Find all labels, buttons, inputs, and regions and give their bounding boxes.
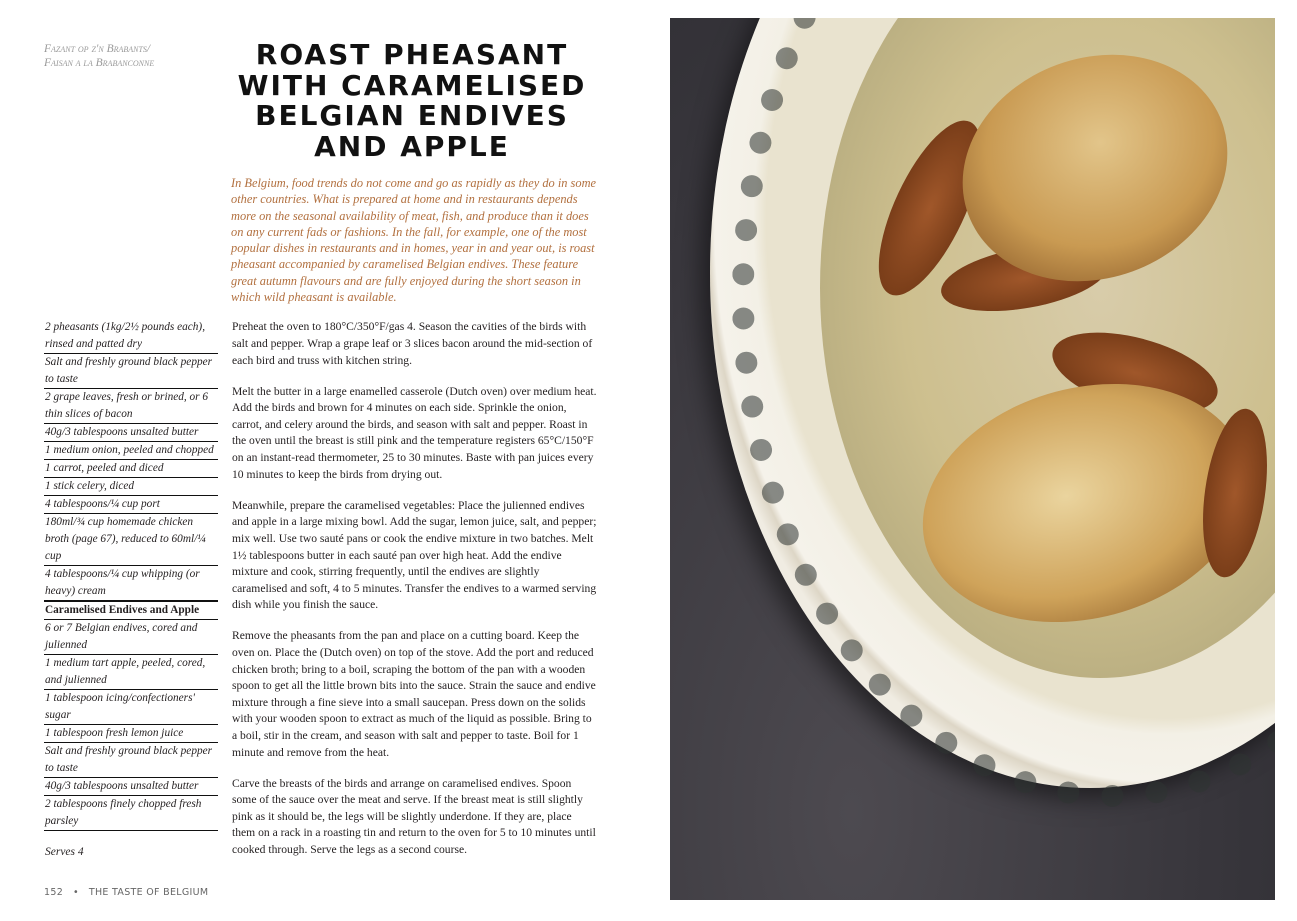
method-paragraph: Meanwhile, prepare the caramelised vegetables: Place the julienned endives and apple in a large mixing bowl. Add the sugar, lemon juice, salt, and pepper; mix well. Use two sauté pans or cook the endive mixture in two batches. Melt 1½ tablespoons butter in each sauté pan over high heat. Add the endive mixture and cook, stirring frequently, until the endives are slightly caramelised and soft, 4 to 5 minutes. Transfer the endives to a warmed serving dish while you finish the sauce. <box>232 498 597 612</box>
book-title: THE TASTE OF BELGIUM <box>88 887 209 898</box>
ingredients-list <box>44 319 218 831</box>
subtitle-line: Fazant op z'n Brabants/ <box>44 43 151 55</box>
footer-separator: • <box>73 887 79 898</box>
page-footer <box>44 877 218 899</box>
title-line: ROAST PHEASANT <box>255 38 569 71</box>
ingredient-item: 1 medium onion, peeled and chopped <box>44 442 218 460</box>
subtitle-line: Faisan a la Brabanconne <box>44 57 155 69</box>
serves-note: Serves 4 <box>45 846 84 858</box>
ingredient-item: 1 medium tart apple, peeled, cored, and julienned <box>44 655 218 690</box>
ingredient-item: Salt and freshly ground black pepper to taste <box>44 743 218 778</box>
ingredient-item: 4 tablespoons/¼ cup port <box>44 496 218 514</box>
ingredient-item: 6 or 7 Belgian endives, cored and julienned <box>44 620 218 655</box>
ingredient-item: 1 tablespoon fresh lemon juice <box>44 725 218 743</box>
method-text <box>231 319 597 858</box>
ingredient-item: 40g/3 tablespoons unsalted butter <box>44 778 218 796</box>
method-paragraph: Preheat the oven to 180°C/350°F/gas 4. Season the cavities of the birds with salt and pepper. Wrap a grape leaf or 3 slices bacon around the mid-section of each bird and truss with kitchen string. <box>232 320 593 367</box>
page-title <box>222 40 602 162</box>
method-paragraph: Melt the butter in a large enamelled casserole (Dutch oven) over medium heat. Add the birds and brown for 4 minutes on each side. Sprinkle the onion, carrot, and celery around the birds, and season with salt and pepper. Roast in the oven until the breast is still pink and the temperature registers 65°C/150°F on an instant-read thermometer, 25 to 30 minutes. Baste with pan juices every 10 minutes to keep the birds from drying out. <box>232 384 597 481</box>
ingredient-item: 1 carrot, peeled and diced <box>44 460 218 478</box>
title-line: BELGIAN ENDIVES <box>255 99 569 132</box>
ingredient-item: 2 tablespoons finely chopped fresh parsley <box>44 796 218 831</box>
method-paragraph: Carve the breasts of the birds and arrange on caramelised endives. Spoon some of the sauce over the meat and serve. If the breast meat is still slightly pink as it should be, the legs will be slightly underdone. If they are, place them on a rack in a roasting tin and return to the oven for 5 to 10 minutes until cooked through. Serve the legs as a second course. <box>232 776 596 856</box>
ingredient-item: 4 tablespoons/¼ cup whipping (or heavy) cream <box>44 566 218 601</box>
ingredient-item: 1 stick celery, diced <box>44 478 218 496</box>
method-paragraph: Remove the pheasants from the pan and place on a cutting board. Keep the oven on. Place the (Dutch oven) on top of the stove. Add the port and reduced chicken broth; bring to a boil, scraping the bottom of the pan with a wooden spoon to get all the little brown bits into the sauce. Strain the sauce and endive mixture through a fine sieve into a small saucepan. Press down on the solids with your wooden spoon to extract as much of the liquid as possible. Bring to a boil, stir in the cream, and season with salt and pepper to taste. Boil for 1 minute and remove from the heat. <box>232 629 596 759</box>
ingredient-item: Salt and freshly ground black pepper to taste <box>44 354 218 389</box>
ingredient-item: 180ml/¾ cup homemade chicken broth (page 67), reduced to 60ml/¼ cup <box>44 514 218 566</box>
ingredient-item: 1 tablespoon icing/confectioners' sugar <box>44 690 218 725</box>
text-column <box>231 175 597 873</box>
ingredient-item: 40g/3 tablespoons unsalted butter <box>44 424 218 442</box>
dish-photo <box>670 18 1275 900</box>
page-number: 152 <box>44 887 64 898</box>
title-line: WITH CARAMELISED <box>237 68 587 102</box>
ingredient-item: 2 grape leaves, fresh or brined, or 6 thin slices of bacon <box>44 389 218 424</box>
ingredients-column <box>44 319 218 899</box>
ingredient-subheading: Caramelised Endives and Apple <box>44 601 218 620</box>
title-line: AND APPLE <box>314 129 510 163</box>
recipe-subtitle <box>44 42 224 70</box>
ingredient-item: 2 pheasants (1kg/2½ pounds each), rinsed and patted dry <box>44 319 218 354</box>
intro-paragraph: In Belgium, food trends do not come and go as rapidly as they do in some other countries. What is prepared at home and in restaurants depends more on the seasonal availability of meat, fish, and produce than it does on any current fads or fashions. In the fall, for example, one of the most popular dishes in restaurants and in homes, year in and year out, is roast pheasant accompanied by caramelised Belgian endives. These feature great autumn flavours and are fully enjoyed during the short season in which wild pheasant is available. <box>231 176 597 305</box>
